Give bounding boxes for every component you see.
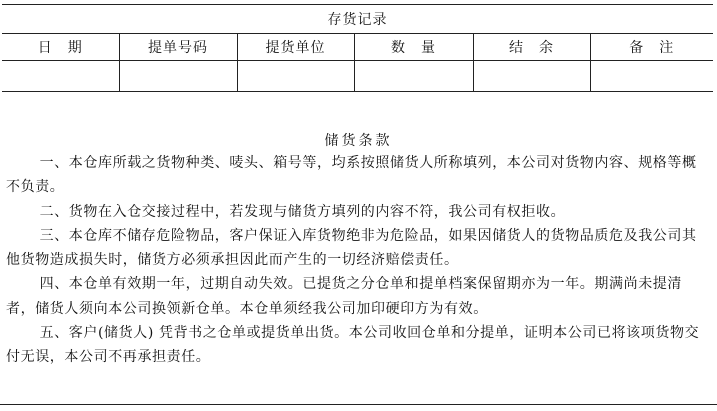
column-header-pickup-unit: 提货单位 xyxy=(237,34,354,61)
remarks-cell[interactable] xyxy=(590,61,713,92)
term-2: 二、货物在入仓交接过程中，若发现与储货方填列的内容不符，我公司有权拒收。 xyxy=(39,203,566,220)
column-header-quantity: 数 量 xyxy=(354,34,473,61)
term-3: 三、本仓库不储存危险物品，客户保证入库货物绝非为危险品，如果因储货人的货物品质危及我公司其他货物造成损失时，储货方必须承担因此而产生的一切经济赔偿责任。 xyxy=(6,227,697,269)
balance-cell[interactable] xyxy=(473,61,590,92)
term-5: 五、客户(储货人) 凭背书之仓单或提货单出货。本公司收回仓单和分提单，证明本公司已将该项货物交付无误，本公司不再承担责任。 xyxy=(6,325,700,366)
storage-terms xyxy=(6,151,710,370)
quantity-cell[interactable] xyxy=(354,61,473,92)
column-header-date: 日 期 xyxy=(2,34,119,61)
storage-terms-title: 储货条款 xyxy=(324,133,393,149)
bottom-divider xyxy=(0,404,717,405)
term-4: 四、本仓单有效期一年，过期自动失效。已提货之分仓单和提单档案保留期亦为一年。期满尚未提清者，储货人须向本公司换领新仓单。本仓单须经我公司加印硬印方为有效。 xyxy=(6,276,682,317)
table-row xyxy=(2,61,713,92)
column-header-bill-number: 提单号码 xyxy=(119,34,237,61)
inventory-record-table xyxy=(2,4,713,92)
column-header-balance: 结 余 xyxy=(473,34,590,61)
bill-number-cell[interactable] xyxy=(119,61,237,92)
term-1: 一、本仓库所载之货物种类、唛头、箱号等，均系按照储货人所称填列，本公司对货物内容、规格等概不负责。 xyxy=(6,155,697,196)
column-header-remarks: 备 注 xyxy=(590,34,713,61)
pickup-unit-cell[interactable] xyxy=(237,61,354,92)
date-cell[interactable] xyxy=(2,61,119,92)
inventory-record-title: 存货记录 xyxy=(2,5,713,34)
